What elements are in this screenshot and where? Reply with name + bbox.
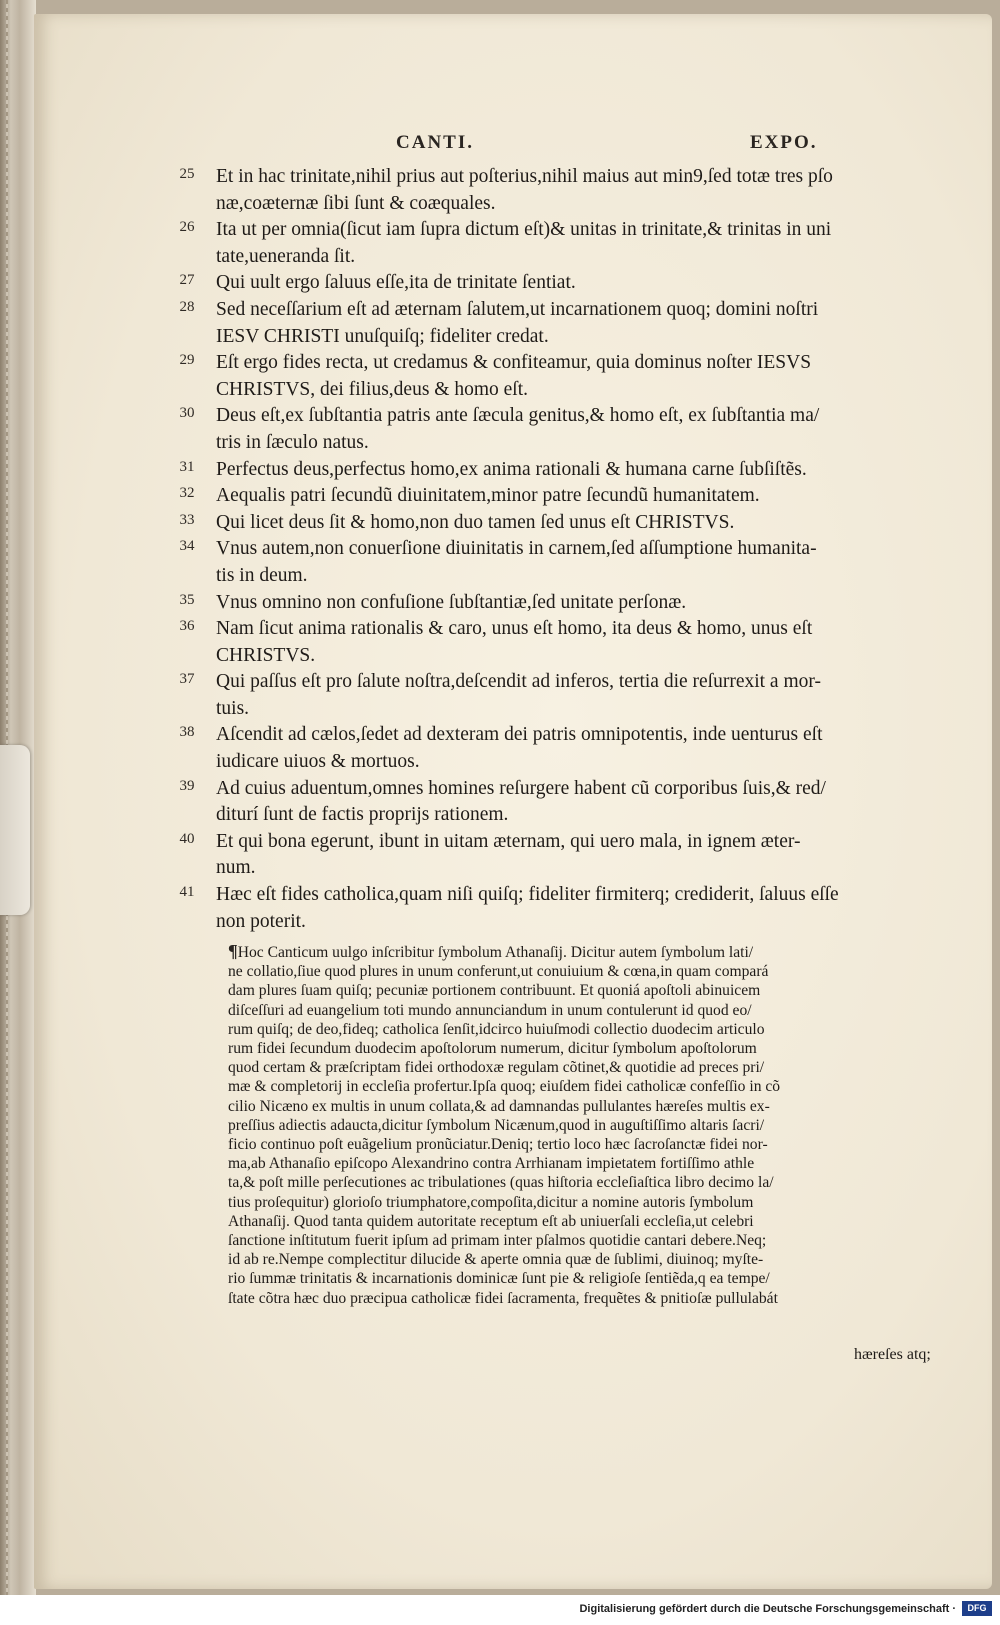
running-head-right: EXPO.: [750, 132, 818, 153]
verse-row: [179, 722, 936, 775]
book-page: [34, 14, 992, 1589]
verse-number: 31: [179, 458, 195, 475]
verse-text: Vnus autem,non conuerſione diuinitatis in carnem,ſed aſſumptione humanita- tis in deum.: [216, 538, 817, 586]
verse-row: [179, 457, 936, 484]
verse-number: 32: [179, 485, 195, 502]
verse-row: [179, 483, 936, 510]
commentary-paragraph: [228, 942, 946, 1308]
verse-text: Sed neceſſarium eſt ad æternam ſalutem,ut incarnationem quoq; domini noſtri IESV CHRISTI unuſquiſq; fideliter credat.: [216, 298, 819, 347]
verse-row: [179, 510, 936, 537]
verse-text: Et in hac trinitate,nihil prius aut poſterius,nihil maius aut min9,ſed totæ tres pſo næ,coæternæ ſibi ſunt & coæquales.: [216, 166, 833, 214]
running-head-left: CANTI.: [396, 132, 474, 153]
verse-row: [179, 776, 936, 829]
verse-text: Qui licet deus ſit & homo,non duo tamen ſed unus eſt CHRISTVS.: [216, 511, 735, 533]
verse-number: 29: [179, 352, 195, 369]
verse-row: [179, 882, 936, 935]
verse-number: 37: [179, 671, 195, 688]
verse-text: Aſcendit ad cælos,ſedet ad dexteram dei patris omnipotentis, inde uenturus eſt iudicare uiuos & mortuos.: [216, 724, 823, 773]
verse-row: [179, 217, 936, 270]
verse-text: Qui paſſus eſt pro ſalute noſtra,deſcendit ad inferos, tertia die reſurrexit a mor- tuis.: [216, 671, 821, 719]
verse-text: Deus eſt,ex ſubſtantia patris ante ſæcula genitus,& homo eſt, ex ſubſtantia ma/ tris in ſæculo natus.: [216, 405, 820, 453]
verse-list: [34, 164, 992, 935]
verse-row: [179, 270, 936, 297]
verse-text: Et qui bona egerunt, ibunt in uitam æternam, qui uero mala, in ignem æter- num.: [216, 830, 801, 879]
verse-number: 33: [179, 511, 195, 528]
commentary-text: Hoc Canticum uulgo inſcribitur ſymbolum Athanaſij. Dicitur autem ſymbolum lati/ ne collatio,ſiue quod plures in unum conferunt,ut conuiuium & cœna,in quam compará dam plures ſuam quiſq; pecuniæ portionem contribuunt. Et quoniá apoſtoli abinuicem diſceſſuri ad euangelium toti mundo annunciandum in unum contulerunt id quod eo/ rum quiſq; de deo,fideq; catholica ſenſit,idcirco huiuſmodi collectio duodecim articulo rum fidei ſecundum duodecim apoſtolorum numerum, dicitur ſymbolum apoſtolorum quod certam & præſcriptam fidei orthodoxæ regulam cõtinet,& quotidie ad preces pri/ mæ & completorij in eccleſia profertur.Ipſa quoq; eiuſdem fidei catholicæ confeſſio in cõ cilio Nicæno ex multis in unum collata,& ad damnandas pullulantes hæreſes multis ex- preſſius adiectis adaucta,dicitur ſymbolum Nicænum,quod in auguſtiſſimo altaris ſacri/ ficio continuo poſt euãgelium pronũciatur.Deniq; tertio loco hæc ſacroſanctæ fidei nor- ma,ab Athanaſio epiſcopo Alexandrino contra Arrhianam impietatem fortiſſimo athle ta,& poſt mille perſecutiones ac tribulationes (quas hiſtoria eccleſiaſtica libro decimo la/ tius proſequitur) glorioſo triumphatore,compoſita,dicitur a nomine autoris ſymbolum Athanaſij. Quod tanta quidem autoritate receptum eſt ab uniuerſali eccleſia,ut celebri ſanctione inſtitutum fuerit ipſum ad primam inter pſalmos quotidie cantari debere.Neq; id ab re.Nempe complectitur dilucide & aperte omnia quæ de ſublimi, diuinoq; myſte- rio ſummæ trinitatis & incarnationis dominicæ ſunt pie & religioſe ſentiẽda,q ea tempe/ ſtate cõtra hæc duo præcipua catholicæ fidei ſacramenta, frequẽtes & pnitioſæ pullulabát: [228, 944, 781, 1307]
verse-text: Vnus omnino non confuſione ſubſtantiæ,ſed unitate perſonæ.: [216, 591, 687, 613]
page-clip-tab: [0, 745, 30, 915]
verse-row: [179, 350, 936, 403]
verse-row: [179, 403, 936, 456]
verse-number: 40: [179, 830, 195, 847]
verse-text: Eſt ergo fides recta, ut credamus & confiteamur, quia dominus noſter IESVS CHRISTVS, dei filius,deus & homo eſt.: [216, 352, 812, 400]
verse-row: [179, 164, 936, 217]
verse-number: 25: [179, 166, 195, 182]
footer-credit-text: Digitalisierung gefördert durch die Deutsche Forschungsgemeinschaft ·: [579, 1603, 956, 1615]
verse-number: 39: [179, 777, 195, 794]
verse-text: Ad cuius aduentum,omnes homines reſurgere habent cũ corporibus ſuis,& red/ diturí ſunt de factis proprijs rationem.: [216, 777, 826, 826]
verse-number: 38: [179, 724, 195, 741]
verse-text: Ita ut per omnia(ſicut iam ſupra dictum eſt)& unitas in trinitate,& trinitas in uni tate,ueneranda ſit.: [216, 219, 832, 267]
verse-row: [179, 297, 936, 350]
verse-number: 36: [179, 618, 195, 635]
verse-row: [179, 536, 936, 589]
verse-row: [179, 669, 936, 722]
verse-row: [179, 590, 936, 617]
verse-number: 35: [179, 591, 195, 608]
catchword: hæreſes atq;: [854, 1346, 931, 1363]
verse-number: 28: [179, 298, 195, 315]
verse-row: [179, 829, 936, 882]
verse-row: [179, 616, 936, 669]
verse-number: 26: [179, 219, 195, 236]
verse-number: 41: [179, 884, 195, 901]
digitization-footer: [0, 1595, 1000, 1625]
verse-text: Qui uult ergo ſaluus eſſe,ita de trinitate ſentiat.: [216, 272, 576, 294]
verse-number: 30: [179, 405, 195, 422]
verse-text: Perfectus deus,perfectus homo,ex anima rationali & humana carne ſubſiſtẽs.: [216, 458, 807, 480]
dfg-logo: DFG: [962, 1601, 992, 1616]
verse-number: 27: [179, 272, 195, 289]
verse-text: Nam ſicut anima rationalis & caro, unus eſt homo, ita deus & homo, unus eſt CHRISTVS.: [216, 618, 813, 666]
verse-text: Hæc eſt fides catholica,quam niſi quiſq; fideliter firmiterq; crediderit, ſaluus eſſe non poterit.: [216, 884, 839, 932]
verse-number: 34: [179, 538, 195, 555]
verse-text: Aequalis patri ſecundũ diuinitatem,minor patre ſecundũ humanitatem.: [216, 485, 760, 507]
pilcrow-mark: ¶: [228, 941, 238, 961]
